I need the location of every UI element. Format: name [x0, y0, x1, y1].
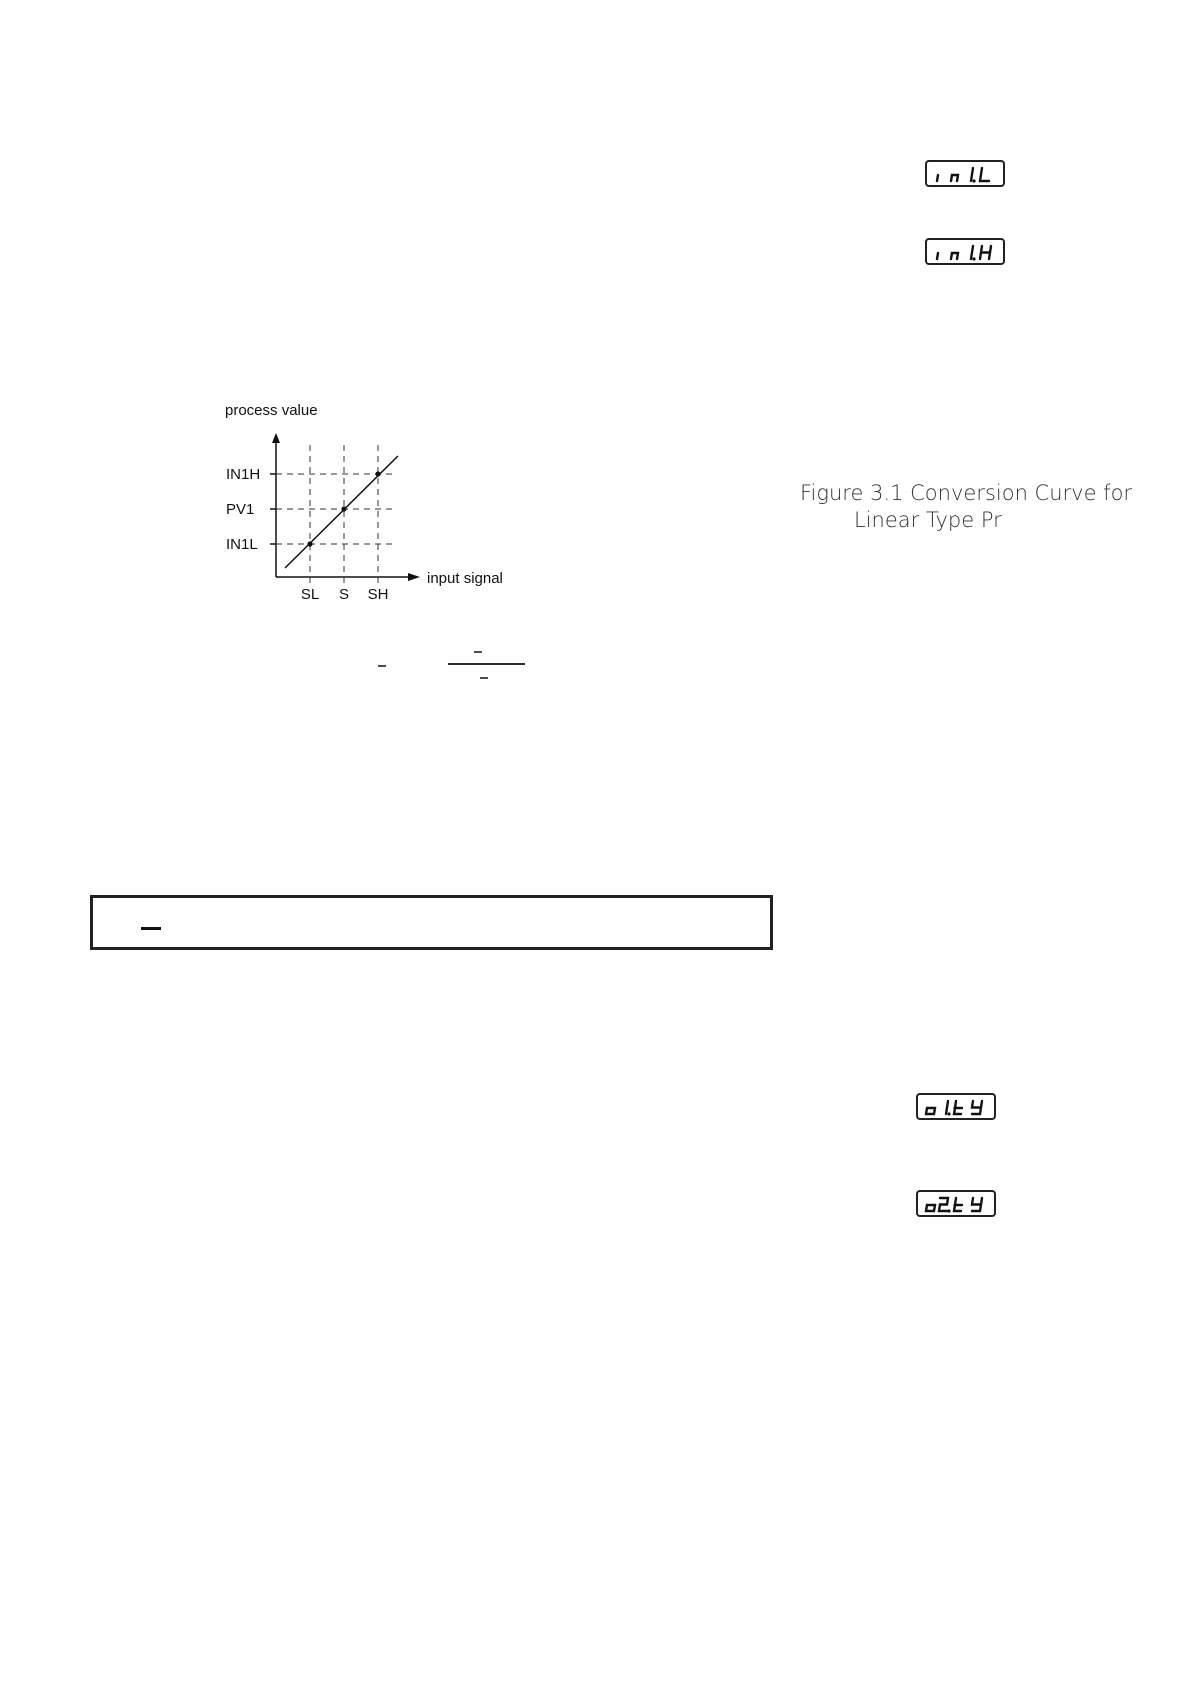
x-tick-sh: SH — [367, 586, 389, 603]
seven-segment-in1h-icon — [930, 242, 1000, 262]
y-axis-label: process value — [225, 402, 318, 419]
x-axis-label: input signal — [427, 570, 503, 587]
x-axis-arrow-icon — [408, 573, 420, 581]
note-box — [90, 895, 773, 950]
y-tick-in1l: IN1L — [226, 536, 258, 553]
conversion-line — [285, 456, 398, 568]
seven-segment-o2ty-icon — [921, 1194, 991, 1214]
y-tick-pv1: PV1 — [226, 501, 255, 518]
lcd-display-o2ty — [916, 1190, 996, 1217]
lcd-display-in1l — [925, 160, 1005, 187]
figure-caption — [800, 480, 1160, 534]
x-tick-sl: SL — [300, 586, 320, 603]
point-s-pv1 — [341, 506, 346, 511]
conversion-formula — [370, 640, 530, 695]
point-sl-in1l — [307, 541, 312, 546]
note-dash — [141, 927, 161, 930]
figure-caption-line1: Figure 3.1 Conversion Curve for — [800, 481, 1133, 505]
lcd-display-in1h — [925, 238, 1005, 265]
seven-segment-in1l-icon — [930, 164, 1000, 184]
seven-segment-o1ty-icon — [921, 1097, 991, 1117]
figure-caption-line2: Linear Type Pr — [854, 508, 1002, 532]
x-tick-s: S — [338, 586, 350, 603]
lcd-display-o1ty — [916, 1093, 996, 1120]
conversion-curve-diagram — [200, 395, 540, 610]
y-tick-in1h: IN1H — [226, 466, 261, 483]
point-sh-in1h — [375, 471, 380, 476]
y-axis-arrow-icon — [272, 433, 280, 443]
